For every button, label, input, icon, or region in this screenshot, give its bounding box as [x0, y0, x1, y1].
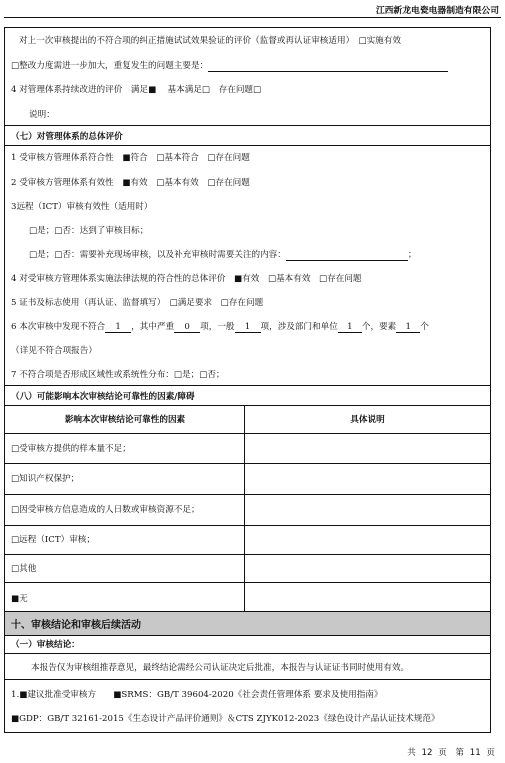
nonconformity-count-row	[11, 320, 429, 333]
factor-resources: □因受审核方信息造成的人日数或审核资源不足；	[11, 505, 200, 515]
divider	[5, 679, 490, 680]
remote-goal-row: □是；□否：达到了审核目标；	[29, 226, 149, 236]
divider	[5, 145, 490, 146]
divider	[5, 125, 490, 126]
factor-ip: □知识产权保护；	[11, 474, 80, 484]
improvement-row	[11, 59, 448, 72]
continual-improvement-row: 4 对管理体系持续改进的评价 满足■ 基本满足□ 存在问题□	[11, 85, 262, 95]
factor-column-header: 影响本次审核结论可靠性的因素	[64, 415, 186, 425]
factor-sample: □受审核方提供的样本量不足；	[11, 444, 131, 454]
conclusion-note: 本报告仅为审核组推荐意见，最终结论需经公司认证决定后批准，本报告与认证证书同时使用有效。	[31, 663, 410, 673]
remote-supplement-row	[29, 248, 416, 261]
recommendation-line: 1.■建议批准受审核方 ■SRMS：GB/T 39604-2020《社会责任管理体系 要求及使用指南》	[11, 690, 383, 700]
evaluation-form	[4, 27, 491, 733]
nc-dept: 1	[338, 322, 362, 333]
divider	[5, 405, 490, 406]
divider	[5, 635, 490, 636]
divider	[5, 653, 490, 654]
factor-other: □其他	[11, 564, 37, 574]
nc-total: 1	[105, 322, 131, 333]
nc-unit: 个	[420, 322, 429, 332]
remote-supplement-label: □是；□否：需要补充现场审核，以及补充审核时需要关注的内容：	[29, 250, 286, 260]
section-10-title: 十、审核结论和审核后续活动	[11, 620, 141, 631]
divider	[5, 494, 490, 495]
corrective-action-row: 对上一次审核提出的不符合项的纠正措施试试效果验证的评价（监督或再认证审核适用） □实施有效	[19, 36, 401, 46]
gdp-standard-line: ■GDP：GB/T 32161-2015《生态设计产品评价通则》＆CTS ZJYK012-2023《绿色设计产品认证技术规范》	[11, 714, 440, 724]
divider	[5, 554, 490, 555]
nc-element: 1	[396, 322, 420, 333]
header-rule	[4, 17, 501, 18]
remote-audit-row: 3远程（ICT）审核有效性（适用时）	[11, 202, 153, 212]
factor-none: ■无	[11, 594, 28, 604]
nc-report-note: （详见不符合项报告）	[11, 346, 97, 356]
divider	[5, 525, 490, 526]
conformity-row: 1 受审核方管理体系符合性 ■符合 □基本符合 □存在问题	[11, 153, 250, 163]
improvement-blank	[208, 61, 448, 72]
company-name: 江西新龙电瓷电器制造有限公司	[375, 6, 499, 16]
distribution-row: 7 不符合项是否形成区域性或系统性分布：□是；□否；	[11, 370, 225, 380]
effectiveness-row: 2 受审核方管理体系有效性 ■有效 □基本有效 □存在问题	[11, 178, 250, 188]
section-7-title: （七）对管理体系的总体评价	[11, 132, 123, 142]
section-8-title: （八）可能影响本次审核结论可靠性的因素/障碍	[11, 392, 195, 402]
audit-conclusion-title: （一）审核结论：	[11, 640, 80, 650]
detail-column-header: 具体说明	[350, 415, 385, 425]
nc-general-label: 项，一般	[200, 322, 235, 332]
nc-serious: 0	[174, 322, 200, 333]
factor-remote: □远程（ICT）审核；	[11, 535, 95, 545]
divider	[5, 433, 490, 434]
divider	[5, 582, 490, 583]
supplement-blank	[286, 250, 408, 261]
explanation-label: 说明：	[29, 110, 55, 120]
legal-compliance-row: 4 对受审核方管理体系实施法律法规的符合性的总体评价 ■有效 □基本有效 □存在问题	[11, 274, 362, 284]
nc-dept-label: 项，涉及部门和单位	[260, 322, 338, 332]
certificate-use-row: 5 证书及标志使用（再认证、监督填写） □满足要求 □存在问题	[11, 298, 264, 308]
nc-label: 6 本次审核中发现不符合	[11, 322, 106, 332]
divider	[5, 463, 490, 464]
column-divider	[244, 405, 245, 611]
improvement-label: □整改力度需进一步加大，重复发生的问题主要是：	[11, 61, 209, 71]
supplement-end: ；	[407, 250, 417, 260]
nc-general: 1	[235, 322, 261, 333]
nc-serious-label: ，其中严重	[131, 322, 175, 332]
nc-element-label: 个，要素	[361, 322, 397, 332]
page-number: 共 12 页 第 11 页	[407, 748, 495, 758]
divider	[5, 385, 490, 386]
